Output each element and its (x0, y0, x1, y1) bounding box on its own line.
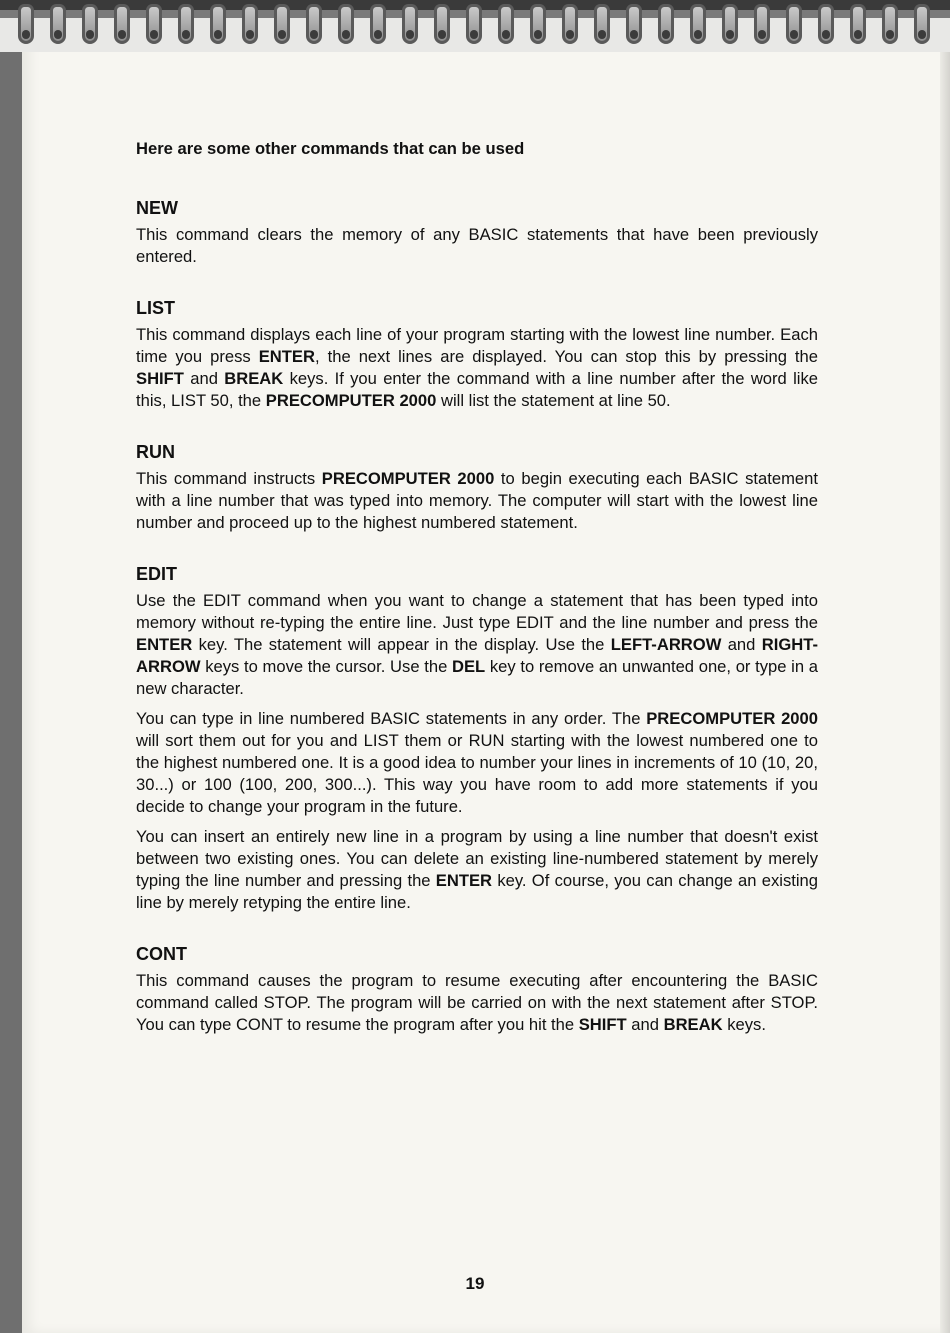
binding-ring (594, 4, 610, 44)
binding-ring (146, 4, 162, 44)
product-name: PRECOMPUTER 2000 (265, 391, 437, 410)
binding-ring (498, 4, 514, 44)
key-name: RIGHT-ARROW (136, 635, 818, 676)
binding-ring (754, 4, 770, 44)
binding-ring (690, 4, 706, 44)
section-text: Use the EDIT command when you want to change a statement that has been typed into memory without re-typing the entire line. Just type EDIT and the line number and press the ENTER key. The statement will appear in the display. Use the LEFT-ARROW and RIGHT-ARROW keys to move the cursor. Use the DEL key to remove an unwanted one, or type in a new character. (136, 591, 819, 698)
key-name: BREAK (663, 1015, 723, 1034)
page-edge (940, 52, 950, 1333)
binding-ring (114, 4, 130, 44)
product-name: PRECOMPUTER 2000 (321, 469, 495, 488)
product-name: PRECOMPUTER 2000 (646, 709, 818, 728)
binding-ring (530, 4, 546, 44)
binding-ring (306, 4, 322, 44)
binding-ring (914, 4, 930, 44)
binding-ring (242, 4, 258, 44)
binding-ring (658, 4, 674, 44)
page-content (136, 138, 818, 1064)
key-name: BREAK (224, 369, 284, 388)
key-name: SHIFT (136, 369, 184, 388)
binding-ring (50, 4, 66, 44)
key-name: DEL (452, 657, 486, 676)
section-title: RUN (136, 442, 175, 462)
intro-heading: Here are some other commands that can be used (136, 139, 525, 158)
binding-ring (274, 4, 290, 44)
binding-ring (338, 4, 354, 44)
binding-ring (850, 4, 866, 44)
binding-ring (434, 4, 450, 44)
section-text: This command clears the memory of any BASIC statements that have been previously entered. (136, 225, 818, 266)
binding-ring (402, 4, 418, 44)
key-name: ENTER (258, 347, 315, 366)
binding-ring (370, 4, 386, 44)
section-title: LIST (136, 298, 175, 318)
binding-ring (882, 4, 898, 44)
section-new (136, 196, 818, 268)
binding-ring (562, 4, 578, 44)
section-text: You can type in line numbered BASIC statements in any order. The PRECOMPUTER 2000 will sort them out for you and LIST them or RUN starting with the lowest numbered one to the highest numbered one. It is a good idea to number your lines in increments of 10 (10, 20, 30...) or 100 (100, 200, 300...). This way you have room to add more statements if you decide to change your program in the future. (136, 709, 818, 816)
page-number: 19 (465, 1274, 485, 1293)
section-text: You can insert an entirely new line in a program by using a line number that doesn't exist between two existing ones. You can delete an existing line-numbered statement by merely typing the line number and pressing the ENTER key. Of course, you can change an existing line by merely retyping the entire line. (136, 827, 818, 912)
section-text: This command causes the program to resume executing after encountering the BASIC command called STOP. The program will be carried on with the next statement after STOP. You can type CONT to resume the program after you hit the SHIFT and BREAK keys. (136, 971, 818, 1034)
key-name: SHIFT (578, 1015, 627, 1034)
binding-ring (18, 4, 34, 44)
binding-ring (626, 4, 642, 44)
binding-ring (210, 4, 226, 44)
binding-ring (786, 4, 802, 44)
binding-ring (818, 4, 834, 44)
section-list (136, 296, 818, 412)
section-text: This command displays each line of your program starting with the lowest line number. Each time you press ENTER, the next lines are displayed. You can stop this by pressing the SHIFT and BREAK keys. If you enter the command with a line number after the word like this, LIST 50, the PRECOMPUTER 2000 will list the statement at line 50. (136, 325, 818, 410)
binding-ring (466, 4, 482, 44)
section-title: NEW (136, 198, 178, 218)
section-title: EDIT (136, 564, 178, 584)
binding-ring (722, 4, 738, 44)
section-edit (136, 562, 818, 914)
section-cont (136, 942, 818, 1036)
key-name: LEFT-ARROW (610, 635, 722, 654)
key-name: ENTER (136, 635, 193, 654)
key-name: ENTER (435, 871, 493, 890)
section-title: CONT (136, 944, 187, 964)
section-run (136, 440, 818, 534)
binding-ring (82, 4, 98, 44)
spiral-binding (0, 0, 950, 52)
binding-ring (178, 4, 194, 44)
section-text: This command instructs PRECOMPUTER 2000 to begin executing each BASIC statement with a line number that was typed into memory. The computer will start with the lowest line number and proceed up to the highest numbered statement. (136, 469, 818, 532)
